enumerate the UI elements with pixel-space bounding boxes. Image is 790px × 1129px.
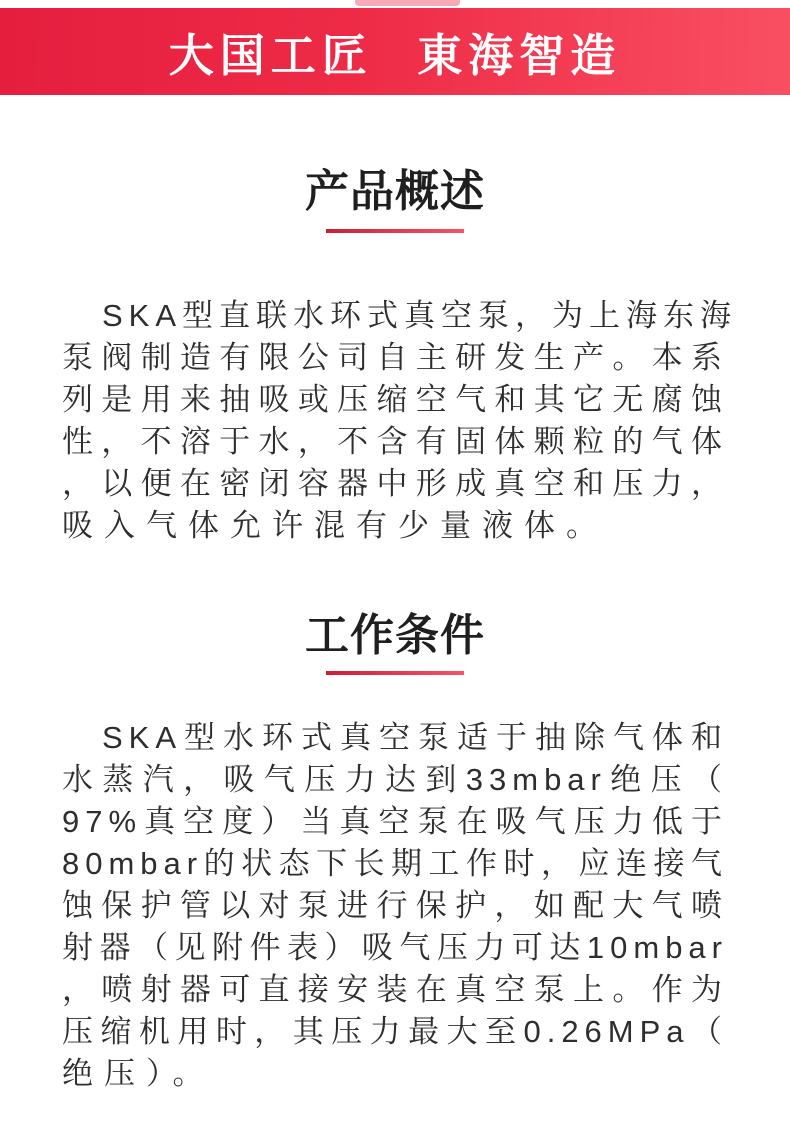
paragraph-line: 泵阀制造有限公司自主研发生产。本系 <box>62 340 728 375</box>
paragraph-line: 压缩机用时，其压力最大至0.26MPa（ <box>62 1014 728 1049</box>
paragraph-product-overview <box>62 295 738 547</box>
section-heading-product-overview: 产品概述 <box>305 167 485 216</box>
paragraph-line: 射器（见附件表）吸气压力可达10mbar <box>62 930 728 965</box>
paragraph-line: 吸入气体允许混有少量液体。 <box>62 508 608 543</box>
paragraph-line: 绝压）。 <box>62 1056 215 1091</box>
section-product-overview <box>0 169 790 547</box>
paragraph-line: ，喷射器可直接安装在真空泵上。作为 <box>62 972 728 1007</box>
paragraph-line: 列是用来抽吸或压缩空气和其它无腐蚀 <box>62 382 728 417</box>
heading-underline <box>326 229 464 233</box>
paragraph-line: 水蒸汽，吸气压力达到33mbar绝压（ <box>62 762 728 797</box>
paragraph-line: SKA型水环式真空泵适于抽除气体和 <box>102 720 728 755</box>
hero-banner <box>0 8 790 95</box>
top-accent-notch <box>355 0 460 6</box>
banner-title: 大国工匠 東海智造 <box>168 30 622 81</box>
paragraph-line: ，以便在密闭容器中形成真空和压力， <box>62 466 728 501</box>
paragraph-line: 性，不溶于水，不含有固体颗粒的气体 <box>62 424 728 459</box>
paragraph-working-conditions <box>62 717 728 1095</box>
paragraph-line: 97%真空度）当真空泵在吸气压力低于 <box>62 804 728 839</box>
paragraph-line: 蚀保护管以对泵进行保护，如配大气喷 <box>62 888 728 923</box>
paragraph-line: SKA型直联水环式真空泵，为上海东海 <box>102 298 738 333</box>
heading-underline <box>326 671 464 675</box>
paragraph-line: 80mbar的状态下长期工作时，应连接气 <box>62 846 728 881</box>
section-working-conditions <box>0 613 790 1095</box>
section-heading-working-conditions: 工作条件 <box>305 611 485 660</box>
